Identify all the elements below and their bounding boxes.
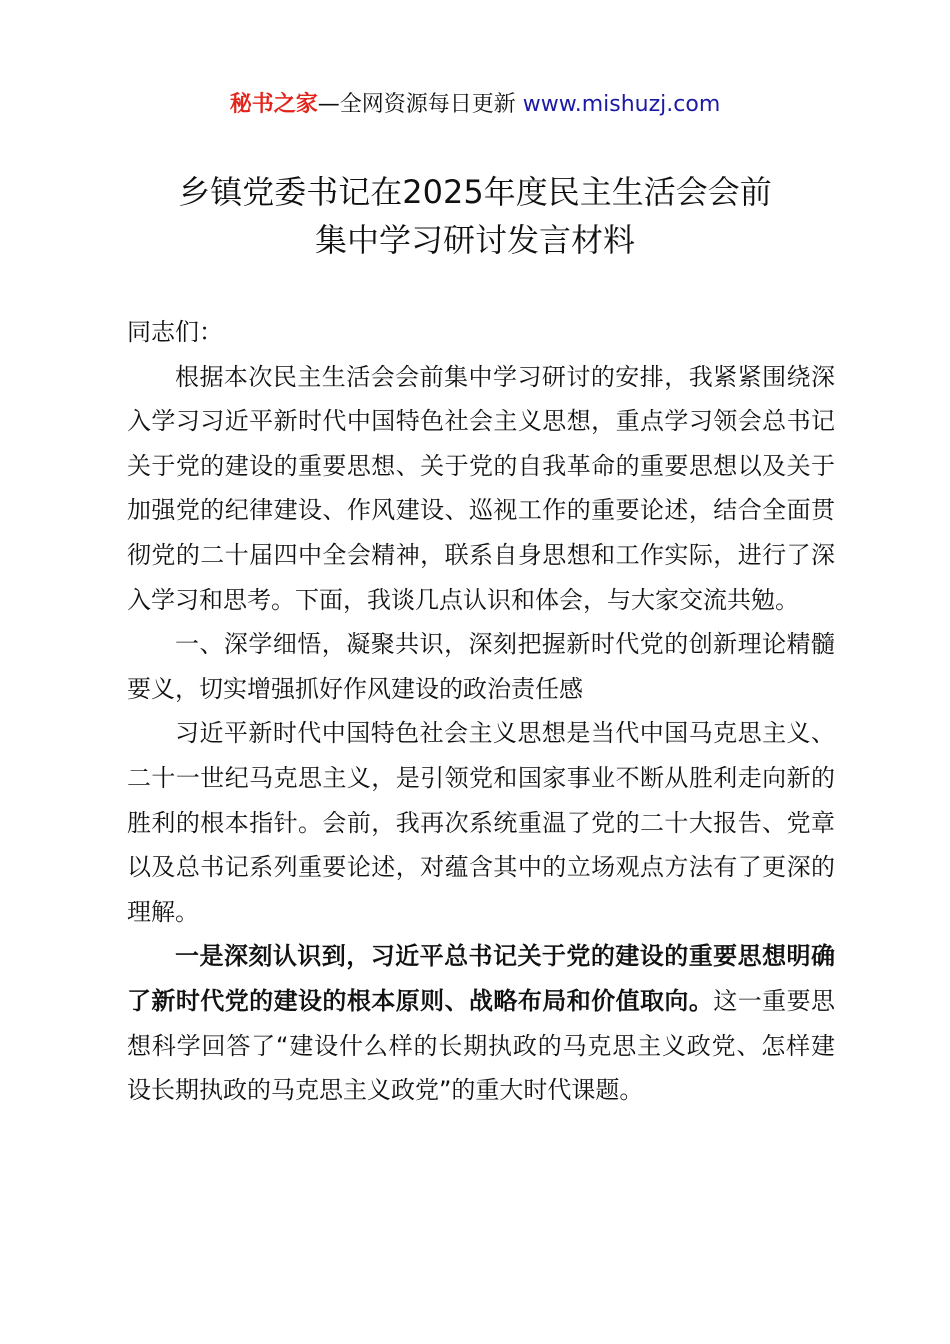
brand-name: 秘书之家 (229, 92, 318, 117)
site-header (0, 88, 950, 122)
paragraph-intro: 根据本次民主生活会会前集中学习研讨的安排，我紧紧围绕深入学习习近平新时代中国特色社会主义思想，重点学习领会总书记关于党的建设的重要思想、关于党的自我革命的重要思想以及关于加强党的纪律建设、作风建设、巡视工作的重要论述，结合全面贯彻党的二十届四中全会精神，联系自身思想和工作实际，进行了深入学习和思考。下面，我谈几点认识和体会，与大家交流共勉。 (127, 362, 835, 614)
document-body (127, 310, 835, 1113)
site-url-link[interactable]: www.mishuzj.com (522, 92, 721, 117)
paragraph-theory: 习近平新时代中国特色社会主义思想是当代中国马克思主义、二十一世纪马克思主义，是引领党和国家事业不断从胜利走向新的胜利的根本指针。会前，我再次系统重温了党的二十大报告、党章以及总书记系列重要论述，对蕴含其中的立场观点方法有了更深的理解。 (127, 719, 835, 926)
title-line-1: 乡镇党委书记在2025年度民主生活会会前 (178, 173, 772, 211)
point-1-text: 这一重要思想科学回答了“建设什么样的长期执政的马克思主义政党、怎样建设长期执政的马克思主义政党”的重大时代课题。 (127, 986, 836, 1105)
document-title (0, 168, 950, 264)
point-1-bold-lead: 一是深刻认识到，习近平总书记关于党的建设的重要思想明确了新时代党的建设的根本原则、战略布局和价值取向。 (127, 942, 835, 1015)
title-line-2: 集中学习研讨发言材料 (314, 221, 635, 259)
site-slogan: —全网资源每日更新 (317, 92, 523, 117)
section-heading-1: 一、深学细悟，凝聚共识，深刻把握新时代党的创新理论精髓要义，切实增强抓好作风建设的政治责任感 (127, 630, 835, 703)
greeting: 同志们： (127, 318, 223, 346)
paragraph-point-1 (127, 934, 835, 1112)
